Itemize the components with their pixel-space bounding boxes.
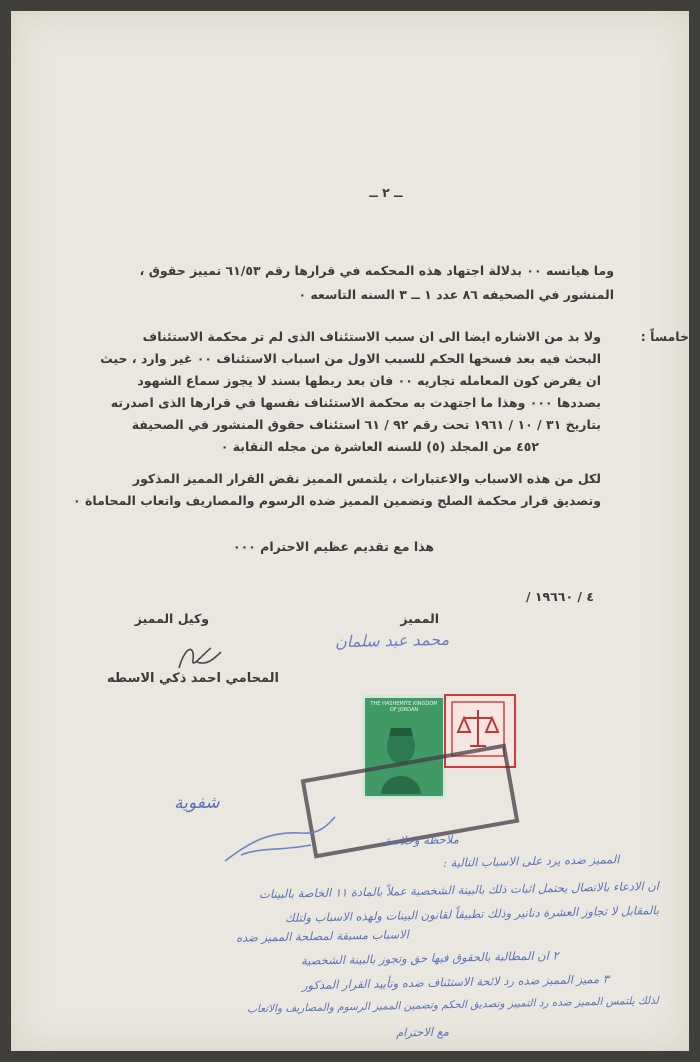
section-line-2: البحث فيه بعد فسخها الحكم للسبب الاول من اسباب الاستئناف ٠٠ غير وارد ، حيث	[100, 351, 601, 366]
section-line-6: ٤٥٢ من المجلد (٥) للسنه العاشرة من مجله النقابة ٠	[220, 439, 539, 454]
stamp-green-caption: THE HASHEMITE KINGDOM OF JORDAN	[370, 701, 438, 713]
handwritten-side-note: شفوية	[173, 792, 220, 814]
conclusion-line-2: وتصديق قرار محكمة الصلح وتضمين المميز ضده الرسوم والمصاريف واتعاب المحاماة ٠	[73, 493, 601, 508]
handwritten-line-2: بالمقابل لا تجاوز العشرة دنانير وذلك تطبيقاً لقانون البينات ولهذه الاسباب ولتلك	[284, 903, 660, 925]
handwritten-note-top: ملاحظة وخلاصة	[384, 832, 460, 848]
handwritten-line-4: ٢ ان المطالبة بالحقوق فيها حق وتجوز بالبينة الشخصية	[301, 948, 560, 968]
handwritten-line-5: ٣ مميز المميز ضده رد لائحة الاستئناف ضده وتأييد القرار المذكور	[301, 971, 610, 993]
agent-name: المحامي احمد ذكي الاسطه	[107, 671, 279, 686]
handwritten-heading: المميز ضده يرد على الاسباب التالية :	[442, 852, 620, 870]
date: / ٤ / ١٩٦٦٠	[526, 589, 594, 604]
intro-line-1: وما هيانسه ٠٠ بدلالة اجتهاد هذه المحكمه في قرارها رقم ٦١/٥٣ تمييز حقوق ،	[139, 263, 614, 278]
handwritten-line-1: ان الادعاء بالاتصال يحتمل اثبات ذلك بالبينة الشخصية عملاً بالمادة ١١ الخاصة بالبينات	[258, 878, 660, 902]
section-line-5: بتاريخ ٣١ / ١٠ / ١٩٦١ تحت رقم ٩٢ / ٦١ استئناف حقوق المنشور في الصحيفة	[131, 417, 601, 432]
section-line-1: ولا بد من الاشاره ايضا الى ان سبب الاستئناف الذى لم تر محكمة الاستئناف	[142, 329, 601, 344]
handwritten-line-6: لذلك يلتمس المميز ضده رد التمييز وتصديق الحكم وتضمين المميز الرسوم والمصاريف والاتعاب	[247, 994, 660, 1016]
document-page	[11, 11, 689, 1051]
handwritten-line-3: الاسباب مسبقة لمصلحة المميز ضده	[236, 927, 410, 945]
handwritten-line-7: مع الاحترام	[395, 1024, 450, 1040]
closing-line: هذا مع تقديم عظيم الاحترام ٠٠٠	[232, 539, 434, 554]
section-label: خامساً :	[640, 329, 689, 344]
appellant-signature: محمد عبد سلمان	[334, 629, 450, 652]
handwritten-scribble	[221, 811, 341, 871]
appellant-label: المميز	[400, 611, 439, 626]
page-number: ــ ٢ ــ	[369, 185, 403, 200]
intro-line-2: المنشور في الصحيفه ٨٦ عدد ١ ــ ٣ السنه التاسعه ٠	[298, 287, 614, 302]
conclusion-line-1: لكل من هذه الاسباب والاعتبارات ، يلتمس المميز نقض القرار المميز المذكور	[132, 471, 601, 486]
section-line-3: ان يفرض كون المعامله تجاريه ٠٠ فان بعد ربطها بسند لا يجوز سماع الشهود	[137, 373, 601, 388]
section-line-4: بصددها ٠٠٠ وهذا ما اجتهدت به محكمة الاستئناف نفسها في قرارها الذى اصدرته	[110, 395, 601, 410]
agent-label: وكيل المميز	[134, 611, 209, 626]
